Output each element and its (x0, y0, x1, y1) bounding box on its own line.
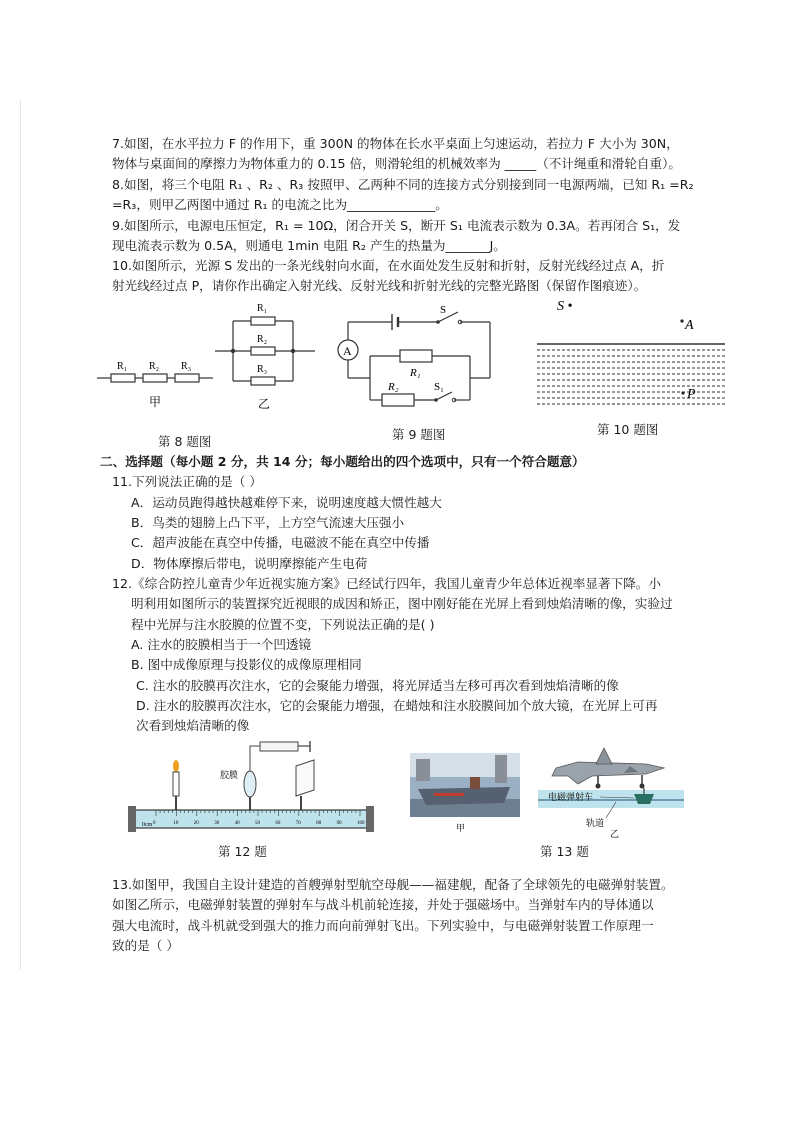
figure-13-yi-catapult (538, 744, 684, 840)
ruler-tick-label: 40 (234, 821, 240, 826)
fig12-water-membrane (244, 771, 256, 797)
q9-line2: 现电流表示数为 0.5A，则通电 1min 电阻 R₂ 产生的热量为_______J。 (112, 238, 506, 253)
fig10-point-p-label: P (687, 387, 696, 402)
fig8-jia-r2-resistor (143, 374, 167, 382)
page-margin-rule (20, 100, 21, 970)
fig8-yi-r2-label: R₂ (257, 334, 268, 345)
q12-line3: 程中光屏与注水胶膜的位置不变，下列说法正确的是( ) (131, 617, 435, 632)
fig12-candle-flame (173, 760, 179, 772)
fig9-r2-resistor (382, 394, 414, 406)
ruler-tick-label: 90 (336, 821, 342, 826)
ruler-tick-label: 30 (214, 821, 220, 826)
q10-line1: 10.如图所示，光源 S 发出的一条光线射向水面，在水面处发生反射和折射，反射光线经过点 A，折 (112, 258, 665, 273)
q8-line1: 8.如图，将三个电阻 R₁ 、R₂ 、R₃ 按照甲、乙两种不同的连接方式分别接到同一电源两端，已知 R₁ =R₂ (112, 177, 694, 192)
q13-line1: 13.如图甲，我国自主设计建造的首艘弹射型航空母舰——福建舰，配备了全球领先的电磁弹射装置。 (112, 877, 674, 892)
ruler-tick-label: 0 (153, 821, 156, 826)
figure-8-caption: 第 8 题图 (158, 434, 212, 449)
fig9-r1-resistor (400, 350, 432, 362)
q11-option-c: C．超声波能在真空中传播，电磁波不能在真空中传播 (131, 535, 430, 550)
fig12-candle (173, 772, 179, 796)
q9-line1: 9.如图所示，电源电压恒定，R₁ = 10Ω，闭合开关 S，断开 S₁ 电流表示数为 0.3A。若再闭合 S₁，发 (112, 218, 681, 233)
q12-line1: 12.《综合防控儿童青少年近视实施方案》已经试行四年，我国儿童青少年总体近视率显著下降。小 (112, 576, 661, 591)
fig9-r1-label: R₁ (410, 367, 421, 379)
fig9-switch-s1 (436, 392, 452, 400)
figure-8-circuits (95, 298, 325, 418)
q12-line2: 明利用如图所示的装置探究近视眼的成因和矫正，图中刚好能在光屏上看到烛焰清晰的像，实验过 (131, 596, 673, 611)
fig8-yi-r3-resistor (251, 377, 275, 385)
ruler-tick-label: 60 (275, 821, 281, 826)
fig8-yi-r1-label: R₁ (257, 303, 268, 314)
fig9-r2-label: R₂ (388, 381, 399, 393)
q11-option-a: A．运动员跑得越快越难停下来，说明速度越大惯性越大 (131, 495, 442, 510)
fig8-jia-r3-label: R₃ (181, 361, 192, 372)
figure-9-caption: 第 9 题图 (392, 427, 446, 442)
figure-12-caption: 第 12 题 (218, 844, 267, 859)
fig8-series-circuit (97, 361, 213, 409)
figure-13-caption: 第 13 题 (540, 844, 589, 859)
q13-line4: 致的是（ ） (112, 938, 179, 953)
ruler-tick-label: 10 (173, 821, 179, 826)
fig13-car-label: 电磁弹射车 (548, 792, 594, 802)
fig10-water-surface (537, 344, 725, 404)
fig10-point-p-dot (681, 391, 684, 394)
fig8-jia-r3-resistor (175, 374, 199, 382)
figure-9-circuit (330, 300, 500, 412)
fig12-membrane-label: 胶膜 (220, 770, 239, 780)
fig10-point-a-dot (680, 319, 683, 322)
fig9-s1-label: S₁ (434, 381, 444, 393)
q12-option-d-line2: 次看到烛焰清晰的像 (136, 718, 250, 733)
fig10-source-s: S • (557, 299, 573, 314)
fig13-track-label: 轨道 (586, 818, 605, 828)
fig12-syringe (260, 742, 298, 751)
q13-line2: 如图乙所示，电磁弹射装置的弹射车与战斗机前轮连接，并处于强磁场中。当弹射车内的导体通以 (112, 897, 654, 912)
fig12-light-screen (296, 760, 314, 796)
ruler-tick-label: 70 (295, 821, 301, 826)
figure-10-caption: 第 10 题图 (597, 422, 659, 437)
fig8-yi-r3-label: R₃ (257, 364, 268, 375)
q10-line2: 射光线经过点 P，请你作出确定入射光线、反射光线和折射光线的完整光路图（保留作图痕迹）。 (112, 278, 647, 293)
q11-stem: 11.下列说法正确的是（ ） (112, 474, 262, 489)
fig9-s-label: S (440, 304, 447, 316)
fig8-jia-label: 甲 (149, 395, 162, 409)
fig13-jia-label: 甲 (456, 823, 466, 833)
ruler-tick-label: 100 (357, 821, 365, 826)
section-2-heading: 二、选择题（每小题 2 分，共 14 分；每小题给出的四个选项中，只有一个符合题意） (100, 454, 585, 469)
fig8-yi-label: 乙 (258, 397, 271, 411)
fig10-point-a-label: A (685, 318, 694, 333)
q8-line2: =R₃，则甲乙两图中通过 R₁ 的电流之比为______________。 (112, 197, 448, 212)
figure-10-light-water (535, 292, 730, 412)
fig8-parallel-circuit (215, 303, 315, 411)
fig8-yi-r2-resistor (251, 347, 275, 355)
q12-option-b: B. 图中成像原理与投影仪的成像原理相同 (131, 657, 362, 672)
ruler-tick-label: 50 (255, 821, 260, 826)
q7-line1: 7.如图，在水平拉力 F 的作用下，重 300N 的物体在长水平桌面上匀速运动，若拉力 F 大小为 30N， (112, 136, 679, 151)
fig9-ammeter-label: A (343, 344, 352, 358)
fig8-jia-r1-resistor (111, 374, 135, 382)
fig12-ruler-bench (134, 810, 368, 828)
figure-13-jia-carrier-photo (410, 753, 520, 835)
q12-option-a: A. 注水的胶膜相当于一个凹透镜 (131, 637, 312, 652)
fig8-jia-r1-label: R₁ (117, 361, 128, 372)
q12-option-d-line1: D. 注水的胶膜再次注水，它的会聚能力增强，在蜡烛和注水胶膜间加个放大镜，在光屏上可再 (136, 698, 658, 713)
fig12-unit-label: 0cm (142, 822, 153, 828)
q11-option-b: B．鸟类的翅膀上凸下平，上方空气流速大压强小 (131, 515, 405, 530)
ruler-tick-label: 20 (193, 821, 199, 826)
q11-option-d: D．物体摩擦后带电，说明摩擦能产生电荷 (131, 556, 368, 571)
q7-line2: 物体与桌面间的摩擦力为物体重力的 0.15 倍，则滑轮组的机械效率为 _____（不计绳重和滑轮自重）。 (112, 156, 681, 171)
fig8-yi-r1-resistor (251, 317, 275, 325)
fig8-jia-r2-label: R₂ (149, 361, 160, 372)
fig13-fighter-jet (552, 762, 664, 784)
ruler-tick-label: 80 (316, 821, 322, 826)
figure-12-optical-bench (128, 736, 380, 841)
fig13-yi-label: 乙 (610, 829, 620, 839)
q13-line3: 强大电流时，战斗机就受到强大的推力而向前弹射飞出。下列实验中，与电磁弹射装置工作原理一 (112, 918, 654, 933)
q12-option-c: C. 注水的胶膜再次注水，它的会聚能力增强，将光屏适当左移可再次看到烛焰清晰的像 (136, 678, 619, 693)
